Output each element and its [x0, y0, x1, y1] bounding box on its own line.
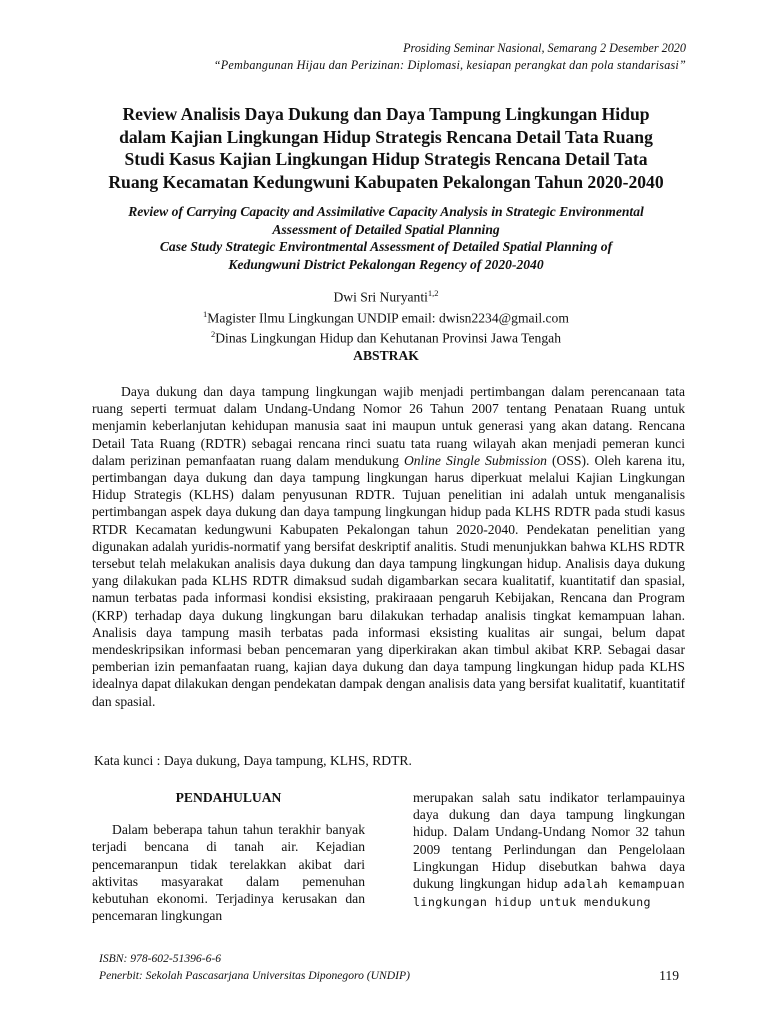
introduction-paragraph-left: Dalam beberapa tahun tahun terakhir banyak terjadi bencana di tanah air. Kejadian pencemaranpun tidak terelakkan akibat dari aktivitas masyarakat dalam pemenuhan kebutuhan ekonomi. Terjadinya kerusakan dan pencemaran lingkungan	[92, 822, 365, 924]
title-line: Ruang Kecamatan Kedungwuni Kabupaten Pekalongan Tahun 2020-2040	[108, 171, 664, 192]
keywords: Kata kunci : Daya dukung, Daya tampung, KLHS, RDTR.	[94, 753, 412, 768]
english-title	[80, 203, 692, 273]
publisher: Penerbit: Sekolah Pascasarjana Universitas Diponegoro (UNDIP)	[99, 968, 410, 982]
page-number: 119	[659, 968, 679, 983]
affiliation-1-text: Magister Ilmu Lingkungan UNDIP email: dwisn2234@gmail.com	[207, 310, 569, 326]
author-block	[80, 285, 692, 347]
english-title-line: Assessment of Detailed Spatial Planning	[272, 221, 500, 237]
paper-title	[80, 103, 692, 193]
right-column-mono-text: lingkungan hidup untuk mendukung	[413, 895, 651, 910]
title-line: dalam Kajian Lingkungan Hidup Strategis Rencana Detail Tata Ruang	[119, 126, 653, 147]
title-line: Review Analisis Daya Dukung dan Daya Tampung Lingkungan Hidup	[122, 104, 650, 124]
english-title-line: Case Study Strategic Environtmental Assessment of Detailed Spatial Planning of	[159, 239, 613, 254]
title-line: Studi Kasus Kajian Lingkungan Hidup Strategis Rencana Detail Tata	[124, 149, 648, 169]
affiliation-2-text: Dinas Lingkungan Hidup dan Kehutanan Provinsi Jawa Tengah	[215, 330, 561, 346]
abstract-text-part2: (OSS). Oleh karena itu, pertimbangan daya dukung dan daya tampung lingkungan harus diperkuat melalui Kajian Lingkungan Hidup Strategis (KLHS) dalam penyusunan RDTR. Tujuan penelitian ini adalah untuk menganalisis pertimbangan aspek daya dukung dan daya tampung lingkungan hidup pada KLHS RDTR pada studi kasus RTDR Kecamatan kedungwuni Kabupaten Pekalongan tahun 2020-2040. Pendekatan penelitian yang digunakan adalah yuridis-normatif yang bersifat deskriptif analitis. Studi menunjukkan bahwa KLHS RDTR tersebut telah melakukan analisis daya dukung dan daya tampung lingkungan hidup. Analisis daya dukung yang dilakukan pada KLHS RDTR dimaksud sudah digambarkan secara kualitatif, kuantitatif dan spasial, namun terbatas pada informasi kondisi eksisting, prakiraaan pengaruh Kebijakan, Rencana dan Program (KRP) terhadap daya dukung lingkungan baru dilakukan terhadap analisis tingkat kemampuan lahan. Analisis daya tampung masih terbatas pada informasi eksisting kualitas air sungai, belum dapat mendeskripsikan informasi beban pencemaran yang diperkirakan akan timbul akibat KRP. Sebagai dasar pemberian izin pemanfaatan ruang, kajian daya dukung dan daya tampung lingkungan hidup pada KLHS idealnya dapat dilakukan dengan pendekatan dampak dengan analisis data yang bersifat kualitatif, kuantitatif dan spasial.	[92, 452, 685, 709]
right-column-mono-text: adalah kemampuan	[563, 877, 686, 892]
author-name-line	[80, 285, 692, 306]
introduction-paragraph-right	[413, 789, 685, 911]
english-title-line: Review of Carrying Capacity and Assimilative Capacity Analysis in Strategic Environmental	[128, 204, 644, 219]
abstract-paragraph	[92, 383, 685, 710]
running-header	[214, 40, 686, 74]
left-column	[92, 789, 365, 924]
right-column-text: merupakan salah satu indikator terlampauinya daya dukung dan daya tampung lingkungan hidup. Dalam Undang-Undang Nomor 32 tahun 2009 tentang Perlindungan dan Pengelolaan Lingkungan Hidup disebutkan bahwa daya dukung lingkungan hidup	[413, 790, 685, 892]
abstract-heading: ABSTRAK	[353, 348, 419, 363]
abstract-text-part1: Daya dukung dan daya tampung lingkungan wajib menjadi pertimbangan dalam perencanaan tata ruang seperti termuat dalam Undang-Undang Nomor 26 Tahun 2007 tentang Penataan Ruang untuk menjamin keberlanjutan kehidupan manusia saat ini maupun untuk generasi yang akan datang. Rencana Detail Tata Ruang (RDTR) sebagai rencana rinci suatu tata ruang wilayah akan menjadi pemeran kunci dalam perizinan pemanfaatan ruang dalam mendukung	[92, 384, 685, 468]
affiliation-2-superscript: 2	[210, 329, 216, 340]
isbn: ISBN: 978-602-51396-6-6	[99, 952, 222, 965]
header-theme-line: “Pembangunan Hijau dan Perizinan: Diplomasi, kesiapan perangkat dan pola standarisasi”	[213, 58, 686, 72]
abstract-italic-term: Online Single Submission	[403, 452, 547, 468]
author-name: Dwi Sri Nuryanti	[333, 289, 428, 305]
footer	[99, 951, 410, 984]
right-column	[413, 789, 685, 911]
introduction-heading: PENDAHULUAN	[175, 790, 282, 805]
affiliation-1-superscript: 1	[203, 308, 208, 319]
english-title-line: Kedungwuni District Pekalongan Regency of 2020-2040	[228, 256, 544, 272]
affiliation-1	[80, 306, 692, 327]
abstract-body	[92, 383, 685, 710]
affiliation-2	[80, 326, 692, 347]
header-proceedings-line: Prosiding Seminar Nasional, Semarang 2 Desember 2020	[403, 41, 686, 55]
author-superscript: 1,2	[427, 288, 439, 298]
